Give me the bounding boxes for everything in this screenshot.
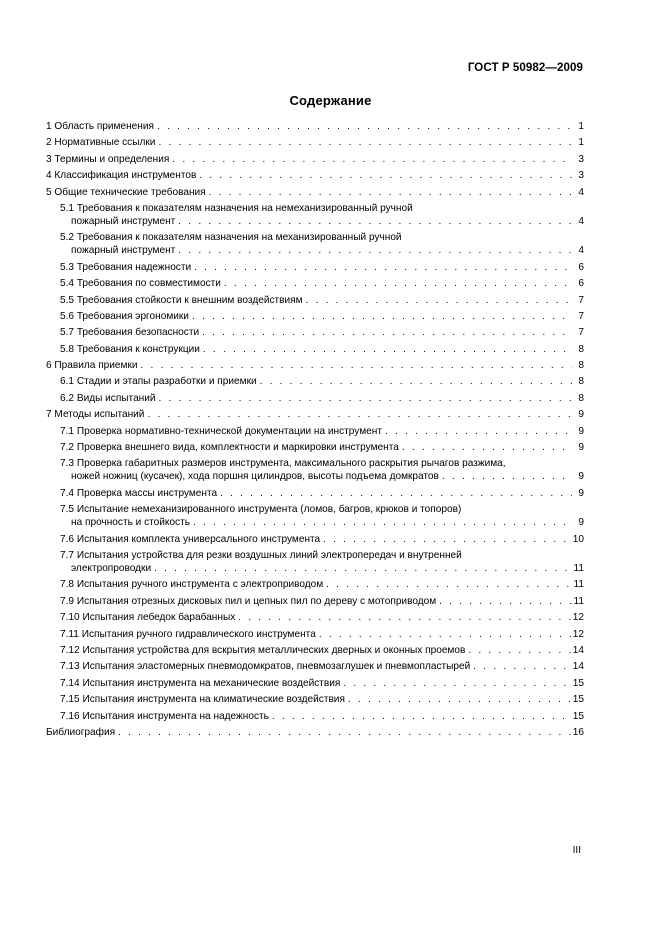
toc-entry[interactable] (46, 660, 584, 676)
toc-entry-label: 7.2 Проверка внешнего вида, комплектности и маркировки инструмента (60, 442, 399, 454)
toc-entry-page: 3 (578, 170, 584, 182)
toc-entry-page: 11 (573, 562, 584, 574)
toc-entry-page: 9 (578, 517, 584, 529)
dot-leader (473, 660, 570, 673)
toc-entry-line: 7.5 Испытание немеханизированного инструмента (ломов, багров, крюков и топоров) (60, 504, 462, 516)
dot-leader (238, 611, 571, 624)
toc-entry-label: 7.14 Испытания инструмента на механические воздействия (60, 677, 341, 689)
toc-entry[interactable] (46, 441, 584, 457)
toc-entry-label: 7.1 Проверка нормативно-технической документации на инструмент (60, 425, 382, 437)
toc-entry[interactable] (46, 595, 584, 611)
toc-entry-page: 4 (578, 215, 584, 227)
toc-entry[interactable] (46, 549, 584, 578)
toc-entry-page: 9 (578, 487, 584, 499)
toc-entry-label: 3 Термины и определения (46, 153, 170, 165)
toc-entry-page: 7 (578, 310, 584, 322)
toc-entry-label: 5 Общие технические требования (46, 186, 206, 198)
toc-entry-label: 7.9 Испытания отрезных дисковых пил и цепных пил по дереву с мотоприводом (60, 595, 437, 607)
dot-leader (178, 244, 572, 257)
toc-entry[interactable] (46, 120, 584, 136)
toc-entry[interactable] (46, 375, 584, 391)
toc-entry[interactable] (46, 710, 584, 726)
toc-entry[interactable] (46, 231, 584, 260)
toc-entry[interactable] (46, 136, 584, 152)
toc-entry-line: 5.2 Требования к показателям назначения на механизированный ручной (60, 232, 402, 244)
toc-entry-page: 10 (572, 533, 584, 545)
toc-entry-page: 9 (578, 409, 584, 421)
dot-leader (194, 261, 572, 274)
toc-entry-page: 11 (573, 579, 584, 591)
document-code: ГОСТ Р 50982—2009 (467, 62, 583, 74)
toc-entry-page: 6 (578, 278, 584, 290)
toc-entry[interactable] (46, 261, 584, 277)
toc-entry[interactable] (46, 343, 584, 359)
toc-entry[interactable] (46, 726, 584, 742)
toc-entry-label: 6 Правила приемки (46, 360, 138, 372)
toc-entry-label: 7.10 Испытания лебедок барабанных (60, 612, 236, 624)
toc-entry[interactable] (46, 186, 584, 202)
toc-entry-label: 5.5 Требования стойкости к внешним воздействиям (60, 294, 303, 306)
dot-leader (157, 120, 572, 133)
toc-entry-page: 12 (572, 612, 584, 624)
toc-entry[interactable] (46, 628, 584, 644)
toc-entry-label: 4 Классификация инструментов (46, 170, 197, 182)
dot-leader (319, 628, 571, 641)
toc-entry-label: электропроводки (71, 562, 152, 574)
toc-entry[interactable] (46, 310, 584, 326)
toc-entry-page: 8 (578, 392, 584, 404)
toc-entry-page: 15 (572, 710, 584, 722)
page-number: III (572, 845, 581, 856)
toc-entry-label: 5.6 Требования эргономики (60, 310, 189, 322)
dot-leader (192, 310, 572, 323)
toc-entry-page: 8 (578, 343, 584, 355)
toc-entry[interactable] (46, 408, 584, 424)
toc-entry-label: Библиография (46, 726, 116, 738)
toc-entry-label: 7.12 Испытания устройства для вскрытия металлических дверных и оконных проемов (60, 644, 466, 656)
toc-entry-page: 1 (578, 121, 584, 132)
toc-entry[interactable] (46, 425, 584, 441)
toc-entry-page: 1 (578, 137, 584, 149)
toc-entry-page: 15 (572, 694, 584, 706)
toc-entry-label: 7.15 Испытания инструмента на климатические воздействия (60, 694, 345, 706)
toc-entry-label: 6.2 Виды испытаний (60, 392, 156, 404)
toc-entry-page: 4 (578, 245, 584, 257)
dot-leader (172, 153, 572, 166)
toc-entry-line: 5.1 Требования к показателям назначения на немеханизированный ручной (60, 202, 413, 214)
toc-entry-page: 12 (572, 628, 584, 640)
toc-entry-page: 16 (572, 726, 584, 738)
dot-leader (343, 677, 570, 690)
dot-leader (468, 644, 570, 657)
dot-leader (272, 710, 571, 723)
toc-entry-label: 7.11 Испытания ручного гидравлического инструмента (60, 628, 316, 640)
toc-entry-label: 7.13 Испытания эластомерных пневмодомкратов, пневмозаглушек и пневмопластырей (60, 661, 471, 673)
toc-entry-label: 1 Область применения (46, 121, 154, 132)
toc-entry[interactable] (46, 503, 584, 532)
dot-leader (202, 326, 572, 339)
dot-leader (385, 425, 572, 438)
toc-entry-label: 5.8 Требования к конструкции (60, 343, 200, 355)
toc-entry[interactable] (46, 457, 584, 486)
dot-leader (326, 578, 571, 591)
dot-leader (154, 562, 571, 575)
toc-entry-page: 14 (572, 644, 584, 656)
toc-entry-page: 8 (578, 360, 584, 372)
dot-leader (442, 470, 572, 483)
toc-title: Содержание (289, 93, 372, 108)
toc-entry-page: 8 (578, 376, 584, 388)
toc-entry-label: 5.7 Требования безопасности (60, 327, 200, 339)
toc-entry-label: 7.4 Проверка массы инструмента (60, 487, 218, 499)
toc-entry-label: 5.3 Требования надежности (60, 261, 192, 273)
toc-entry-label: 7.6 Испытания комплекта универсального инструмента (60, 533, 321, 545)
toc-entry-page: 9 (578, 442, 584, 454)
toc-entry-label: на прочность и стойкость (71, 517, 190, 529)
toc-entry-label: пожарный инструмент (71, 215, 176, 227)
dot-leader (158, 136, 572, 149)
dot-leader (306, 294, 572, 307)
toc-entry-page: 3 (578, 153, 584, 165)
toc-entry[interactable] (46, 202, 584, 231)
toc-entry[interactable] (46, 644, 584, 660)
toc-entry[interactable] (46, 611, 584, 627)
dot-leader (203, 343, 572, 356)
toc-entry-label: ножей ножниц (кусачек), хода поршня цилиндров, высоты подъема домкратов (71, 471, 439, 483)
toc-entry-page: 6 (578, 261, 584, 273)
toc-entry-page: 7 (578, 294, 584, 306)
toc-entry[interactable] (46, 277, 584, 293)
dot-leader (260, 375, 572, 388)
dot-leader (141, 359, 572, 372)
toc-entry-page: 9 (578, 471, 584, 483)
toc-entry[interactable] (46, 359, 584, 375)
dot-leader (178, 215, 572, 228)
toc-entry[interactable] (46, 487, 584, 503)
toc-entry-label: 5.4 Требования по совместимости (60, 278, 221, 290)
dot-leader (209, 186, 572, 199)
toc-entry[interactable] (46, 153, 584, 169)
toc-entry[interactable] (46, 294, 584, 310)
dot-leader (224, 277, 572, 290)
toc-entry-page: 9 (578, 425, 584, 437)
toc-entry-page: 7 (578, 327, 584, 339)
toc-entry[interactable] (46, 677, 584, 693)
dot-leader (220, 487, 572, 500)
toc-entry[interactable] (46, 533, 584, 549)
dot-leader (323, 533, 571, 546)
toc-entry-label: 2 Нормативные ссылки (46, 137, 156, 149)
toc-entry-label: пожарный инструмент (71, 245, 176, 257)
dot-leader (439, 595, 571, 608)
dot-leader (199, 169, 572, 182)
dot-leader (147, 408, 572, 421)
toc-entry[interactable] (46, 169, 584, 185)
table-of-contents (46, 120, 584, 742)
toc-entry-label: 7.16 Испытания инструмента на надежность (60, 710, 269, 722)
toc-entry[interactable] (46, 392, 584, 408)
dot-leader (118, 726, 571, 739)
dot-leader (402, 441, 572, 454)
toc-entry-line: 7.3 Проверка габаритных размеров инструмента, максимального раскрытия рычагов разжима, (60, 458, 506, 470)
toc-entry[interactable] (46, 326, 584, 342)
toc-entry-page: 15 (572, 677, 584, 689)
toc-entry-label: 7 Методы испытаний (46, 409, 145, 421)
dot-leader (193, 516, 572, 529)
toc-entry[interactable] (46, 693, 584, 709)
toc-entry-page: 14 (572, 661, 584, 673)
dot-leader (348, 693, 571, 706)
toc-entry[interactable] (46, 578, 584, 594)
toc-entry-page: 11 (573, 595, 584, 607)
dot-leader (159, 392, 572, 405)
toc-entry-line: 7.7 Испытания устройства для резки воздушных линий электропередач и внутренней (60, 549, 462, 561)
toc-entry-page: 4 (578, 186, 584, 198)
toc-entry-label: 6.1 Стадии и этапы разработки и приемки (60, 376, 257, 388)
toc-entry-label: 7.8 Испытания ручного инструмента с электроприводом (60, 579, 324, 591)
